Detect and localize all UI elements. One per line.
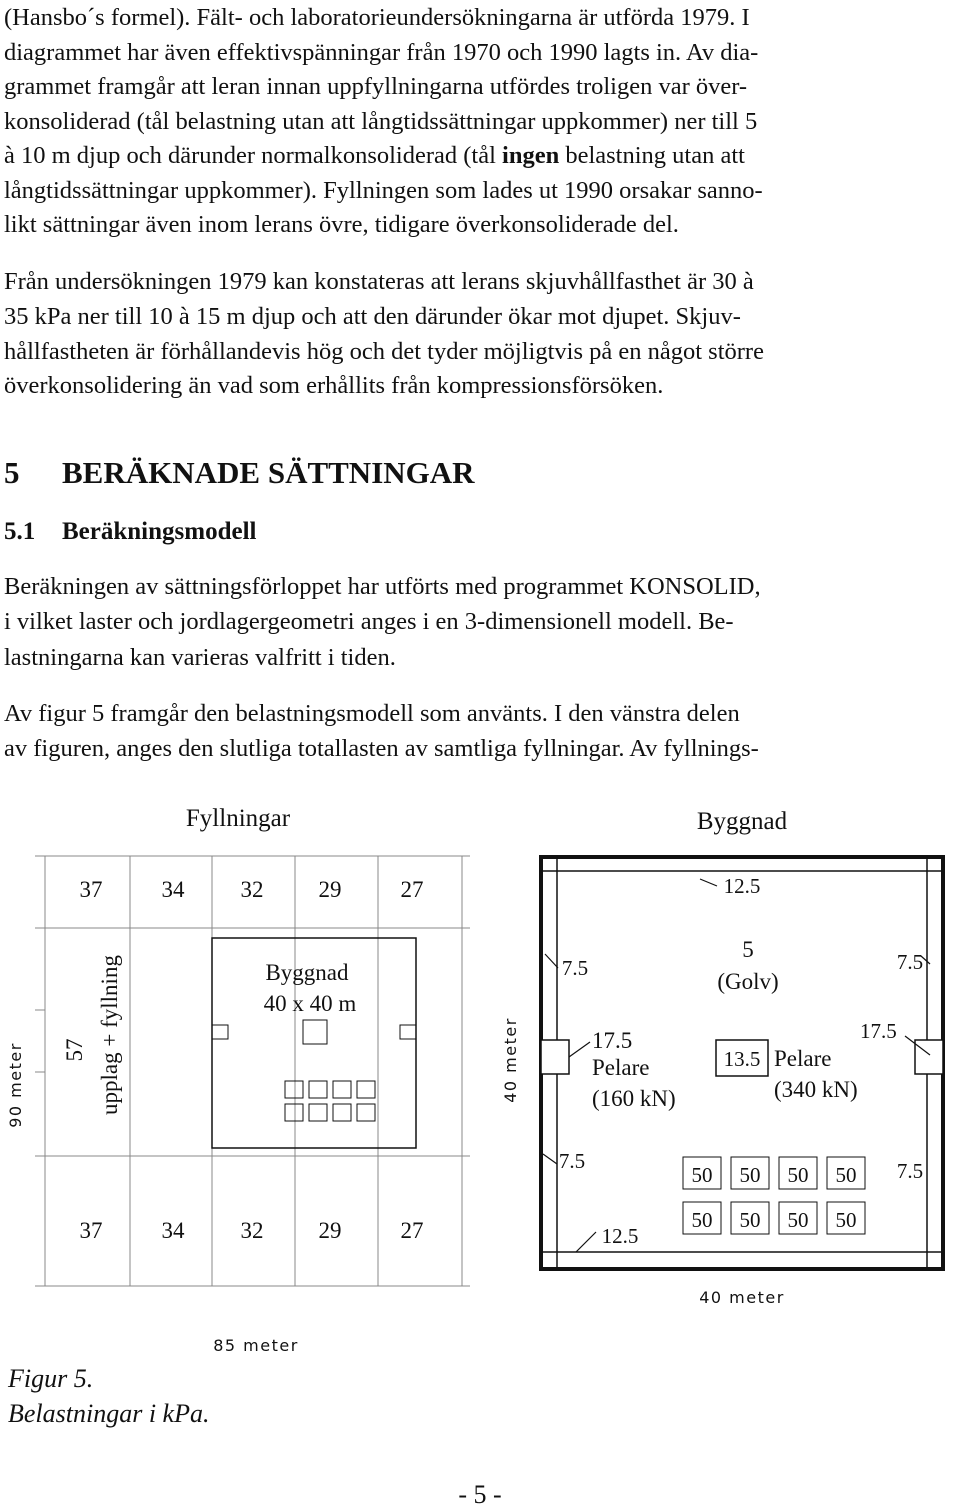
paragraph-line: långtidssättningar uppkommer). Fyllningen som lades ut 1990 orsakar sanno- — [4, 177, 763, 204]
foundation-square — [357, 1104, 375, 1121]
leader-line — [545, 954, 558, 968]
paragraph-line: Från undersökningen 1979 kan konstateras att lerans skjuvhållfasthet är 30 à — [4, 268, 754, 295]
foundation-load-value: 50 — [835, 1163, 857, 1187]
paragraph-line: (Hansbo´s formel). Fält- och laboratorieundersökningarna är utförda 1979. I — [4, 4, 750, 31]
subsection-title: Beräkningsmodell — [62, 518, 257, 545]
leader-line — [543, 1154, 557, 1164]
building-label: Byggnad — [265, 960, 349, 985]
paragraph-line: konsoliderad (tål belastning utan att långtidssättningar uppkommer) ner till 5 — [4, 108, 758, 135]
fill-title: Fyllningar — [185, 805, 291, 832]
pillar-marker — [212, 1025, 228, 1039]
figure-caption-title: Figur 5. — [8, 1364, 94, 1393]
foundation-square — [285, 1081, 303, 1098]
fill-load-value: 37 — [79, 877, 103, 902]
storage-load-label: upplag + fyllning — [97, 955, 122, 1115]
paragraph-line: lastningarna kan varieras valfritt i tiden. — [4, 644, 396, 671]
paragraph-line: 35 kPa ner till 10 à 15 m djup och att den därunder ökar mot djupet. Skjuv- — [4, 303, 741, 330]
section-heading — [4, 455, 475, 491]
leader-line — [700, 879, 717, 886]
foundation-load-value: 50 — [691, 1163, 713, 1187]
load-model-figure — [0, 790, 960, 1470]
fill-load-value: 29 — [318, 877, 342, 902]
paragraph-line: hållfastheten är förhållandevis hög och det tyder möjligtvis på en något större — [4, 338, 764, 365]
center-pillar-label: Pelare — [774, 1046, 832, 1071]
leader-line — [576, 1232, 596, 1252]
height-dimension-label: 90 meter — [6, 1042, 25, 1128]
paragraph-line: överkonsolidering än vad som erhållits från kompressionsförsöken. — [4, 372, 664, 399]
wall-pillar — [541, 1040, 569, 1074]
width-dimension-label: 40 meter — [699, 1288, 785, 1307]
fill-load-value: 34 — [161, 1218, 185, 1243]
fill-load-value: 37 — [79, 1218, 103, 1243]
pillar-load-value: 17.5 — [860, 1019, 897, 1043]
center-pillar — [303, 1020, 327, 1044]
foundation-load-value: 50 — [835, 1208, 857, 1232]
floor-load-value: 5 — [742, 937, 754, 962]
page-number: - 5 - — [458, 1480, 502, 1509]
paragraph-line: grammet framgår att leran innan uppfyllningarna utfördes troligen var över- — [4, 73, 748, 100]
section-number: 5 — [4, 455, 20, 490]
foundation-load-value: 50 — [787, 1208, 809, 1232]
pillar-label: Pelare — [592, 1055, 650, 1080]
pillar-load-value: 17.5 — [592, 1028, 633, 1053]
paragraph-line: diagrammet har även effektivspänningar från 1970 och 1990 lagts in. Av dia- — [4, 39, 759, 66]
paragraph-line: i vilket laster och jordlagergeometri anges i en 3-dimensionell modell. Be- — [4, 608, 734, 635]
fill-load-value: 29 — [318, 1218, 342, 1243]
corner-load-value: 7.5 — [558, 1149, 586, 1173]
bold-word: ingen — [502, 142, 560, 169]
paragraph-line-mixed — [4, 141, 745, 171]
leader-line — [569, 1042, 590, 1057]
foundation-square — [333, 1104, 351, 1121]
subsection-heading — [4, 518, 256, 546]
foundation-square — [333, 1081, 351, 1098]
height-dimension-label: 40 meter — [501, 1017, 520, 1103]
paragraph-line: likt sättningar även inom lerans övre, tidigare överkonsoliderade del. — [4, 211, 679, 238]
storage-load-value: 57 — [62, 1038, 87, 1062]
section-title: BERÄKNADE SÄTTNINGAR — [62, 455, 475, 490]
paragraph-line: Av figur 5 framgår den belastningsmodell som använts. I den vänstra delen — [4, 700, 740, 727]
fill-load-value: 27 — [400, 877, 424, 902]
center-load-value: 13.5 — [723, 1047, 761, 1071]
building-size-label: 40 x 40 m — [263, 991, 357, 1016]
fill-load-value: 34 — [161, 877, 185, 902]
text-run: belastning utan att — [559, 142, 745, 169]
pillar-force-label: (160 kN) — [592, 1086, 676, 1111]
edge-load-value: 12.5 — [723, 874, 761, 898]
corner-load-value: 7.5 — [896, 1159, 924, 1183]
foundation-load-value: 50 — [739, 1208, 761, 1232]
foundation-square — [285, 1104, 303, 1121]
corner-load-value: 7.5 — [896, 950, 924, 974]
floor-load-label: (Golv) — [717, 969, 779, 994]
text-run: à 10 m djup och därunder normalkonsoliderad (tål — [4, 142, 503, 169]
pillar-marker — [400, 1025, 416, 1039]
foundation-load-value: 50 — [739, 1163, 761, 1187]
fill-load-value: 32 — [240, 877, 264, 902]
paragraph-line: av figuren, anges den slutliga totallasten av samtliga fyllningar. Av fyllnings- — [4, 735, 759, 762]
building-title: Byggnad — [696, 808, 788, 835]
foundation-square — [357, 1081, 375, 1098]
fill-load-value: 32 — [240, 1218, 264, 1243]
width-dimension-label: 85 meter — [213, 1336, 299, 1355]
fill-load-value: 27 — [400, 1218, 424, 1243]
corner-load-value: 7.5 — [561, 956, 589, 980]
foundation-load-value: 50 — [787, 1163, 809, 1187]
foundation-square — [309, 1081, 327, 1098]
wall-pillar — [915, 1040, 943, 1074]
figure-caption-text: Belastningar i kPa. — [8, 1399, 210, 1428]
foundation-square — [309, 1104, 327, 1121]
foundation-load-value: 50 — [691, 1208, 713, 1232]
edge-load-value: 12.5 — [601, 1224, 639, 1248]
paragraph-line: Beräkningen av sättningsförloppet har utförts med programmet KONSOLID, — [4, 573, 761, 600]
center-pillar-force-label: (340 kN) — [774, 1077, 858, 1102]
subsection-number: 5.1 — [4, 518, 36, 545]
